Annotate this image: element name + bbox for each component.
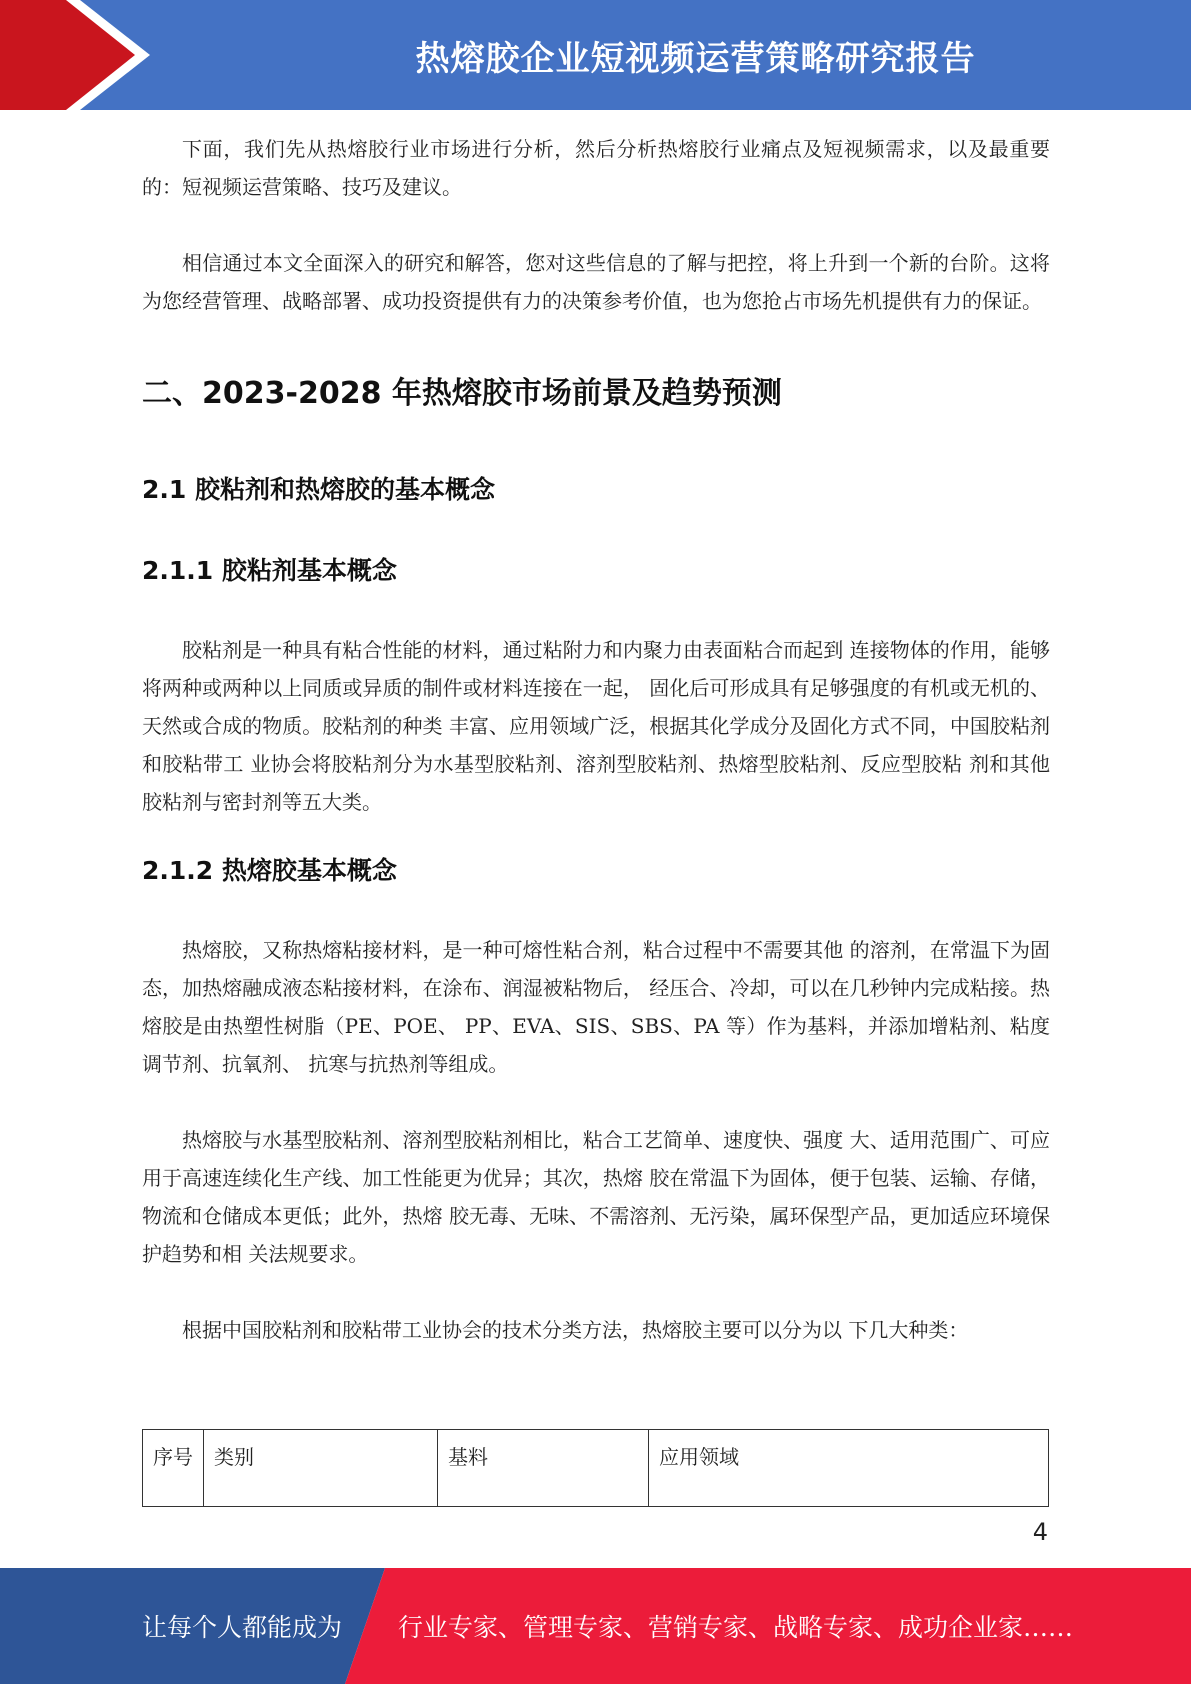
hot-melt-category-table bbox=[142, 1429, 1049, 1507]
table-header-cell: 类别 bbox=[204, 1430, 438, 1507]
page-content bbox=[142, 130, 1050, 1349]
table-header-row bbox=[143, 1430, 1049, 1507]
table-header-cell: 序号 bbox=[143, 1430, 204, 1507]
page-footer bbox=[0, 1568, 1191, 1684]
intro-paragraph-2: 相信通过本文全面深入的研究和解答，您对这些信息的了解与把控，将上升到一个新的台阶。这将为您经营管理、战略部署、成功投资提供有力的决策参考价值，也为您抢占市场先机提供有力的保证。 bbox=[142, 251, 1050, 313]
section-2-1-heading: 2.1 胶粘剂和热熔胶的基本概念 bbox=[142, 475, 495, 504]
section-2-1-1-heading: 2.1.1 胶粘剂基本概念 bbox=[142, 556, 397, 585]
footer-slogan-right: 行业专家、管理专家、营销专家、战略专家、成功企业家…… bbox=[398, 1613, 1074, 1642]
page-number: 4 bbox=[1032, 1518, 1048, 1546]
section-2-1-1-paragraph: 胶粘剂是一种具有粘合性能的材料，通过粘附力和内聚力由表面粘合而起到 连接物体的作用，能够将两种或两种以上同质或异质的制件或材料连接在一起， 固化后可形成具有足够强度的有机或无机的、天然或合成的物质。胶粘剂的种类 丰富、应用领域广泛，根据其化学成分及固化方式不同，中国胶粘剂和胶粘带工 业协会将胶粘剂分为水基型胶粘剂、溶剂型胶粘剂、热熔型胶粘剂、反应型胶粘 剂和其他胶粘剂与密封剂等五大类。 bbox=[142, 638, 1050, 814]
header-arrow-icon bbox=[0, 0, 160, 110]
table-header-cell: 应用领域 bbox=[649, 1430, 1049, 1507]
section-2-1-2-heading: 2.1.2 热熔胶基本概念 bbox=[142, 856, 397, 885]
page-header bbox=[0, 0, 1191, 110]
section-2-1-2-paragraph-2: 热熔胶与水基型胶粘剂、溶剂型胶粘剂相比，粘合工艺简单、速度快、强度 大、适用范围广、可应用于高速连续化生产线、加工性能更为优异；其次，热熔 胶在常温下为固体，便于包装、运输、存储，物流和仓储成本更低；此外，热熔 胶无毒、无味、不需溶剂、无污染，属环保型产品，更加适应环境保护趋势和相 关法规要求。 bbox=[142, 1128, 1050, 1266]
section-2-1-2-paragraph-1: 热熔胶，又称热熔粘接材料，是一种可熔性粘合剂，粘合过程中不需要其他 的溶剂，在常温下为固态，加热熔融成液态粘接材料，在涂布、润湿被粘物后， 经压合、冷却，可以在几秒钟内完成粘接。热熔胶是由热塑性树脂（PE、POE、 PP、EVA、SIS、SBS、PA 等）作为基料，并添加增粘剂、粘度调节剂、抗氧剂、 抗寒与抗热剂等组成。 bbox=[142, 938, 1050, 1076]
table-header-cell: 基料 bbox=[438, 1430, 649, 1507]
intro-paragraph-1: 下面，我们先从热熔胶行业市场进行分析，然后分析热熔胶行业痛点及短视频需求，以及最重要的：短视频运营策略、技巧及建议。 bbox=[142, 137, 1050, 199]
section-2-1-2-paragraph-3: 根据中国胶粘剂和胶粘带工业协会的技术分类方法，热熔胶主要可以分为以 下几大种类： bbox=[182, 1318, 969, 1342]
header-title: 热熔胶企业短视频运营策略研究报告 bbox=[415, 38, 976, 79]
footer-slogan-left: 让每个人都能成为 bbox=[142, 1613, 343, 1642]
section-2-heading: 二、2023-2028 年热熔胶市场前景及趋势预测 bbox=[142, 376, 782, 411]
